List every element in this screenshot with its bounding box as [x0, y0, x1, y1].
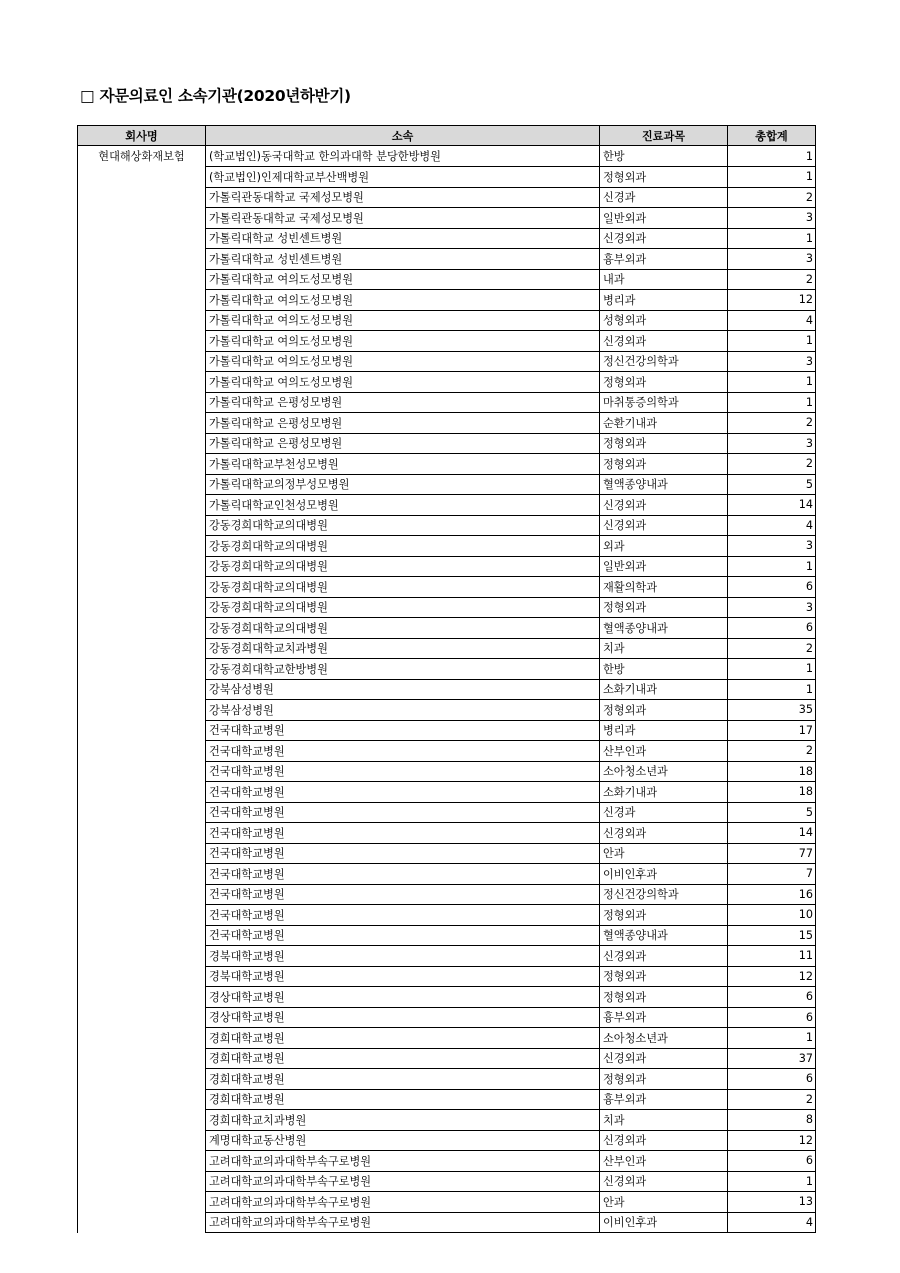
total-cell: 3 — [728, 249, 816, 270]
total-cell: 8 — [728, 1110, 816, 1131]
affiliation-cell: (학교법인)동국대학교 한의과대학 분당한방병원 — [206, 146, 600, 167]
affiliation-cell: 가톨릭대학교 성빈센트병원 — [206, 228, 600, 249]
total-cell: 1 — [728, 659, 816, 680]
table-row — [78, 454, 816, 475]
table-row — [78, 946, 816, 967]
table-row — [78, 536, 816, 557]
table-row — [78, 290, 816, 311]
department-cell: 신경외과 — [600, 331, 728, 352]
total-cell: 6 — [728, 577, 816, 598]
total-cell: 35 — [728, 700, 816, 721]
table-row — [78, 331, 816, 352]
total-cell: 6 — [728, 1151, 816, 1172]
affiliation-cell: 건국대학교병원 — [206, 884, 600, 905]
affiliation-cell: 건국대학교병원 — [206, 843, 600, 864]
table-row — [78, 495, 816, 516]
affiliation-cell: 가톨릭대학교 여의도성모병원 — [206, 351, 600, 372]
company-cell — [78, 618, 206, 639]
company-cell — [78, 741, 206, 762]
table-row — [78, 1007, 816, 1028]
department-cell: 신경외과 — [600, 1130, 728, 1151]
company-cell — [78, 884, 206, 905]
table-row — [78, 741, 816, 762]
affiliation-cell: 경희대학교병원 — [206, 1048, 600, 1069]
table-row — [78, 372, 816, 393]
header-affiliation: 소속 — [206, 126, 600, 146]
department-cell: 신경외과 — [600, 515, 728, 536]
affiliation-cell: 강동경희대학교의대병원 — [206, 515, 600, 536]
company-cell — [78, 1192, 206, 1213]
department-cell: 내과 — [600, 269, 728, 290]
table-row — [78, 1151, 816, 1172]
company-cell — [78, 802, 206, 823]
company-cell — [78, 1212, 206, 1233]
department-cell: 흉부외과 — [600, 1089, 728, 1110]
table-row — [78, 700, 816, 721]
affiliation-cell: 건국대학교병원 — [206, 802, 600, 823]
affiliation-cell: 가톨릭대학교부천성모병원 — [206, 454, 600, 475]
total-cell: 77 — [728, 843, 816, 864]
department-cell: 소화기내과 — [600, 782, 728, 803]
table-row — [78, 1069, 816, 1090]
affiliation-cell: 가톨릭대학교 은평성모병원 — [206, 392, 600, 413]
company-cell — [78, 679, 206, 700]
department-cell: 산부인과 — [600, 741, 728, 762]
company-cell — [78, 1007, 206, 1028]
department-cell: 정형외과 — [600, 372, 728, 393]
total-cell: 37 — [728, 1048, 816, 1069]
table-row — [78, 351, 816, 372]
total-cell: 2 — [728, 741, 816, 762]
company-cell — [78, 659, 206, 680]
total-cell: 12 — [728, 1130, 816, 1151]
table-row — [78, 167, 816, 188]
company-cell — [78, 864, 206, 885]
affiliation-cell: 가톨릭대학교 은평성모병원 — [206, 433, 600, 454]
department-cell: 정형외과 — [600, 966, 728, 987]
department-cell: 소아청소년과 — [600, 761, 728, 782]
company-cell — [78, 1069, 206, 1090]
affiliation-cell: 건국대학교병원 — [206, 741, 600, 762]
affiliation-cell: 강동경희대학교의대병원 — [206, 618, 600, 639]
total-cell: 5 — [728, 802, 816, 823]
table-row — [78, 269, 816, 290]
company-cell — [78, 597, 206, 618]
department-cell: 일반외과 — [600, 556, 728, 577]
table-row — [78, 1171, 816, 1192]
department-cell: 혈액종양내과 — [600, 925, 728, 946]
department-cell: 흉부외과 — [600, 249, 728, 270]
company-cell — [78, 1130, 206, 1151]
total-cell: 4 — [728, 1212, 816, 1233]
department-cell: 정형외과 — [600, 597, 728, 618]
page-title: □ 자문의료인 소속기관(2020년하반기) — [80, 87, 351, 105]
company-cell — [78, 700, 206, 721]
total-cell: 3 — [728, 433, 816, 454]
total-cell: 6 — [728, 618, 816, 639]
department-cell: 안과 — [600, 1192, 728, 1213]
total-cell: 11 — [728, 946, 816, 967]
total-cell: 6 — [728, 1007, 816, 1028]
affiliation-cell: 강동경희대학교의대병원 — [206, 577, 600, 598]
table-row — [78, 208, 816, 229]
table-row — [78, 782, 816, 803]
affiliation-cell: 고려대학교의과대학부속구로병원 — [206, 1212, 600, 1233]
total-cell: 15 — [728, 925, 816, 946]
table-row — [78, 966, 816, 987]
company-cell — [78, 310, 206, 331]
department-cell: 소화기내과 — [600, 679, 728, 700]
department-cell: 치과 — [600, 1110, 728, 1131]
department-cell: 정신건강의학과 — [600, 351, 728, 372]
table-row — [78, 1110, 816, 1131]
department-cell: 치과 — [600, 638, 728, 659]
affiliation-cell: 건국대학교병원 — [206, 782, 600, 803]
affiliation-cell: 고려대학교의과대학부속구로병원 — [206, 1192, 600, 1213]
table-row — [78, 823, 816, 844]
total-cell: 1 — [728, 679, 816, 700]
department-cell: 정형외과 — [600, 454, 728, 475]
table-body — [78, 146, 816, 1233]
company-cell — [78, 925, 206, 946]
affiliation-cell: 경희대학교병원 — [206, 1069, 600, 1090]
department-cell: 정형외과 — [600, 433, 728, 454]
affiliation-cell: 경북대학교병원 — [206, 966, 600, 987]
header-total: 총합계 — [728, 126, 816, 146]
affiliation-cell: 고려대학교의과대학부속구로병원 — [206, 1151, 600, 1172]
total-cell: 1 — [728, 331, 816, 352]
company-cell — [78, 966, 206, 987]
affiliation-cell: 강동경희대학교한방병원 — [206, 659, 600, 680]
affiliation-cell: 강북삼성병원 — [206, 700, 600, 721]
affiliation-cell: 가톨릭관동대학교 국제성모병원 — [206, 208, 600, 229]
total-cell: 1 — [728, 1171, 816, 1192]
affiliation-cell: 가톨릭대학교 여의도성모병원 — [206, 372, 600, 393]
company-cell — [78, 1171, 206, 1192]
company-cell — [78, 372, 206, 393]
affiliation-cell: 강북삼성병원 — [206, 679, 600, 700]
department-cell: 정형외과 — [600, 987, 728, 1008]
department-cell: 소아청소년과 — [600, 1028, 728, 1049]
table-row — [78, 392, 816, 413]
affiliation-cell: 건국대학교병원 — [206, 823, 600, 844]
total-cell: 10 — [728, 905, 816, 926]
table-row — [78, 228, 816, 249]
affiliation-table — [77, 125, 816, 1233]
affiliation-cell: 강동경희대학교의대병원 — [206, 536, 600, 557]
department-cell: 이비인후과 — [600, 1212, 728, 1233]
total-cell: 1 — [728, 167, 816, 188]
company-cell — [78, 1089, 206, 1110]
company-cell — [78, 351, 206, 372]
company-cell — [78, 782, 206, 803]
affiliation-cell: 가톨릭대학교 여의도성모병원 — [206, 331, 600, 352]
affiliation-cell: 가톨릭대학교 여의도성모병원 — [206, 310, 600, 331]
table-row — [78, 413, 816, 434]
company-cell — [78, 269, 206, 290]
company-cell — [78, 249, 206, 270]
table-row — [78, 146, 816, 167]
company-cell — [78, 843, 206, 864]
company-cell — [78, 228, 206, 249]
affiliation-cell: 가톨릭대학교 여의도성모병원 — [206, 290, 600, 311]
total-cell: 18 — [728, 782, 816, 803]
table-row — [78, 1028, 816, 1049]
table-row — [78, 638, 816, 659]
company-cell — [78, 987, 206, 1008]
affiliation-cell: 건국대학교병원 — [206, 864, 600, 885]
total-cell: 6 — [728, 1069, 816, 1090]
company-cell — [78, 515, 206, 536]
table-row — [78, 659, 816, 680]
total-cell: 1 — [728, 1028, 816, 1049]
department-cell: 순환기내과 — [600, 413, 728, 434]
affiliation-cell: 건국대학교병원 — [206, 925, 600, 946]
company-cell — [78, 761, 206, 782]
total-cell: 14 — [728, 823, 816, 844]
total-cell: 2 — [728, 269, 816, 290]
company-cell — [78, 331, 206, 352]
affiliation-cell: 경희대학교병원 — [206, 1028, 600, 1049]
affiliation-cell: 건국대학교병원 — [206, 761, 600, 782]
total-cell: 17 — [728, 720, 816, 741]
department-cell: 성형외과 — [600, 310, 728, 331]
table-row — [78, 1192, 816, 1213]
affiliation-cell: 강동경희대학교치과병원 — [206, 638, 600, 659]
department-cell: 신경과 — [600, 187, 728, 208]
table-row — [78, 884, 816, 905]
department-cell: 혈액종양내과 — [600, 474, 728, 495]
department-cell: 정형외과 — [600, 167, 728, 188]
department-cell: 혈액종양내과 — [600, 618, 728, 639]
department-cell: 외과 — [600, 536, 728, 557]
total-cell: 12 — [728, 966, 816, 987]
total-cell: 2 — [728, 413, 816, 434]
company-cell: 현대해상화재보험 — [78, 146, 206, 167]
company-cell — [78, 392, 206, 413]
total-cell: 5 — [728, 474, 816, 495]
table-row — [78, 720, 816, 741]
company-cell — [78, 577, 206, 598]
department-cell: 산부인과 — [600, 1151, 728, 1172]
total-cell: 12 — [728, 290, 816, 311]
table-row — [78, 679, 816, 700]
affiliation-cell: 건국대학교병원 — [206, 905, 600, 926]
total-cell: 3 — [728, 351, 816, 372]
affiliation-cell: 강동경희대학교의대병원 — [206, 556, 600, 577]
affiliation-cell: 가톨릭대학교인천성모병원 — [206, 495, 600, 516]
affiliation-cell: 가톨릭관동대학교 국제성모병원 — [206, 187, 600, 208]
department-cell: 이비인후과 — [600, 864, 728, 885]
table-row — [78, 905, 816, 926]
department-cell: 한방 — [600, 659, 728, 680]
total-cell: 1 — [728, 392, 816, 413]
table-row — [78, 618, 816, 639]
affiliation-cell: (학교법인)인제대학교부산백병원 — [206, 167, 600, 188]
total-cell: 14 — [728, 495, 816, 516]
department-cell: 신경외과 — [600, 823, 728, 844]
table-row — [78, 987, 816, 1008]
total-cell: 3 — [728, 208, 816, 229]
total-cell: 13 — [728, 1192, 816, 1213]
table-row — [78, 1089, 816, 1110]
total-cell: 6 — [728, 987, 816, 1008]
company-cell — [78, 167, 206, 188]
department-cell: 신경과 — [600, 802, 728, 823]
department-cell: 정신건강의학과 — [600, 884, 728, 905]
company-cell — [78, 187, 206, 208]
table-row — [78, 843, 816, 864]
company-cell — [78, 1028, 206, 1049]
department-cell: 신경외과 — [600, 1171, 728, 1192]
department-cell: 한방 — [600, 146, 728, 167]
affiliation-cell: 가톨릭대학교 성빈센트병원 — [206, 249, 600, 270]
total-cell: 2 — [728, 187, 816, 208]
affiliation-cell: 경상대학교병원 — [206, 987, 600, 1008]
table-row — [78, 577, 816, 598]
affiliation-cell: 가톨릭대학교의정부성모병원 — [206, 474, 600, 495]
affiliation-cell: 경희대학교치과병원 — [206, 1110, 600, 1131]
total-cell: 18 — [728, 761, 816, 782]
total-cell: 2 — [728, 638, 816, 659]
department-cell: 정형외과 — [600, 700, 728, 721]
total-cell: 2 — [728, 1089, 816, 1110]
table-row — [78, 515, 816, 536]
table-row — [78, 433, 816, 454]
total-cell: 3 — [728, 536, 816, 557]
total-cell: 4 — [728, 515, 816, 536]
table-row — [78, 864, 816, 885]
department-cell: 마취통증의학과 — [600, 392, 728, 413]
company-cell — [78, 1048, 206, 1069]
header-department: 진료과목 — [600, 126, 728, 146]
total-cell: 16 — [728, 884, 816, 905]
affiliation-cell: 건국대학교병원 — [206, 720, 600, 741]
company-cell — [78, 946, 206, 967]
company-cell — [78, 454, 206, 475]
company-cell — [78, 638, 206, 659]
table-row — [78, 556, 816, 577]
company-cell — [78, 208, 206, 229]
company-cell — [78, 905, 206, 926]
department-cell: 일반외과 — [600, 208, 728, 229]
header-company: 회사명 — [78, 126, 206, 146]
total-cell: 1 — [728, 146, 816, 167]
table-row — [78, 310, 816, 331]
table-row — [78, 249, 816, 270]
total-cell: 3 — [728, 597, 816, 618]
department-cell: 재활의학과 — [600, 577, 728, 598]
department-cell: 흉부외과 — [600, 1007, 728, 1028]
affiliation-cell: 가톨릭대학교 여의도성모병원 — [206, 269, 600, 290]
affiliation-cell: 경북대학교병원 — [206, 946, 600, 967]
table-row — [78, 187, 816, 208]
company-cell — [78, 495, 206, 516]
department-cell: 병리과 — [600, 290, 728, 311]
table-row — [78, 802, 816, 823]
table-row — [78, 1130, 816, 1151]
affiliation-cell: 경상대학교병원 — [206, 1007, 600, 1028]
total-cell: 1 — [728, 372, 816, 393]
company-cell — [78, 823, 206, 844]
affiliation-cell: 가톨릭대학교 은평성모병원 — [206, 413, 600, 434]
department-cell: 신경외과 — [600, 946, 728, 967]
total-cell: 7 — [728, 864, 816, 885]
department-cell: 안과 — [600, 843, 728, 864]
table-row — [78, 474, 816, 495]
table-row — [78, 761, 816, 782]
company-cell — [78, 720, 206, 741]
company-cell — [78, 474, 206, 495]
table-row — [78, 1048, 816, 1069]
table-header-row — [78, 126, 816, 146]
company-cell — [78, 413, 206, 434]
department-cell: 정형외과 — [600, 1069, 728, 1090]
table-row — [78, 1212, 816, 1233]
affiliation-cell: 계명대학교동산병원 — [206, 1130, 600, 1151]
company-cell — [78, 556, 206, 577]
total-cell: 4 — [728, 310, 816, 331]
department-cell: 정형외과 — [600, 905, 728, 926]
department-cell: 신경외과 — [600, 228, 728, 249]
department-cell: 병리과 — [600, 720, 728, 741]
table-row — [78, 925, 816, 946]
company-cell — [78, 1110, 206, 1131]
total-cell: 1 — [728, 556, 816, 577]
department-cell: 신경외과 — [600, 495, 728, 516]
total-cell: 2 — [728, 454, 816, 475]
company-cell — [78, 536, 206, 557]
affiliation-cell: 고려대학교의과대학부속구로병원 — [206, 1171, 600, 1192]
table-row — [78, 597, 816, 618]
affiliation-cell: 강동경희대학교의대병원 — [206, 597, 600, 618]
company-cell — [78, 1151, 206, 1172]
affiliation-cell: 경희대학교병원 — [206, 1089, 600, 1110]
total-cell: 1 — [728, 228, 816, 249]
company-cell — [78, 290, 206, 311]
department-cell: 신경외과 — [600, 1048, 728, 1069]
company-cell — [78, 433, 206, 454]
